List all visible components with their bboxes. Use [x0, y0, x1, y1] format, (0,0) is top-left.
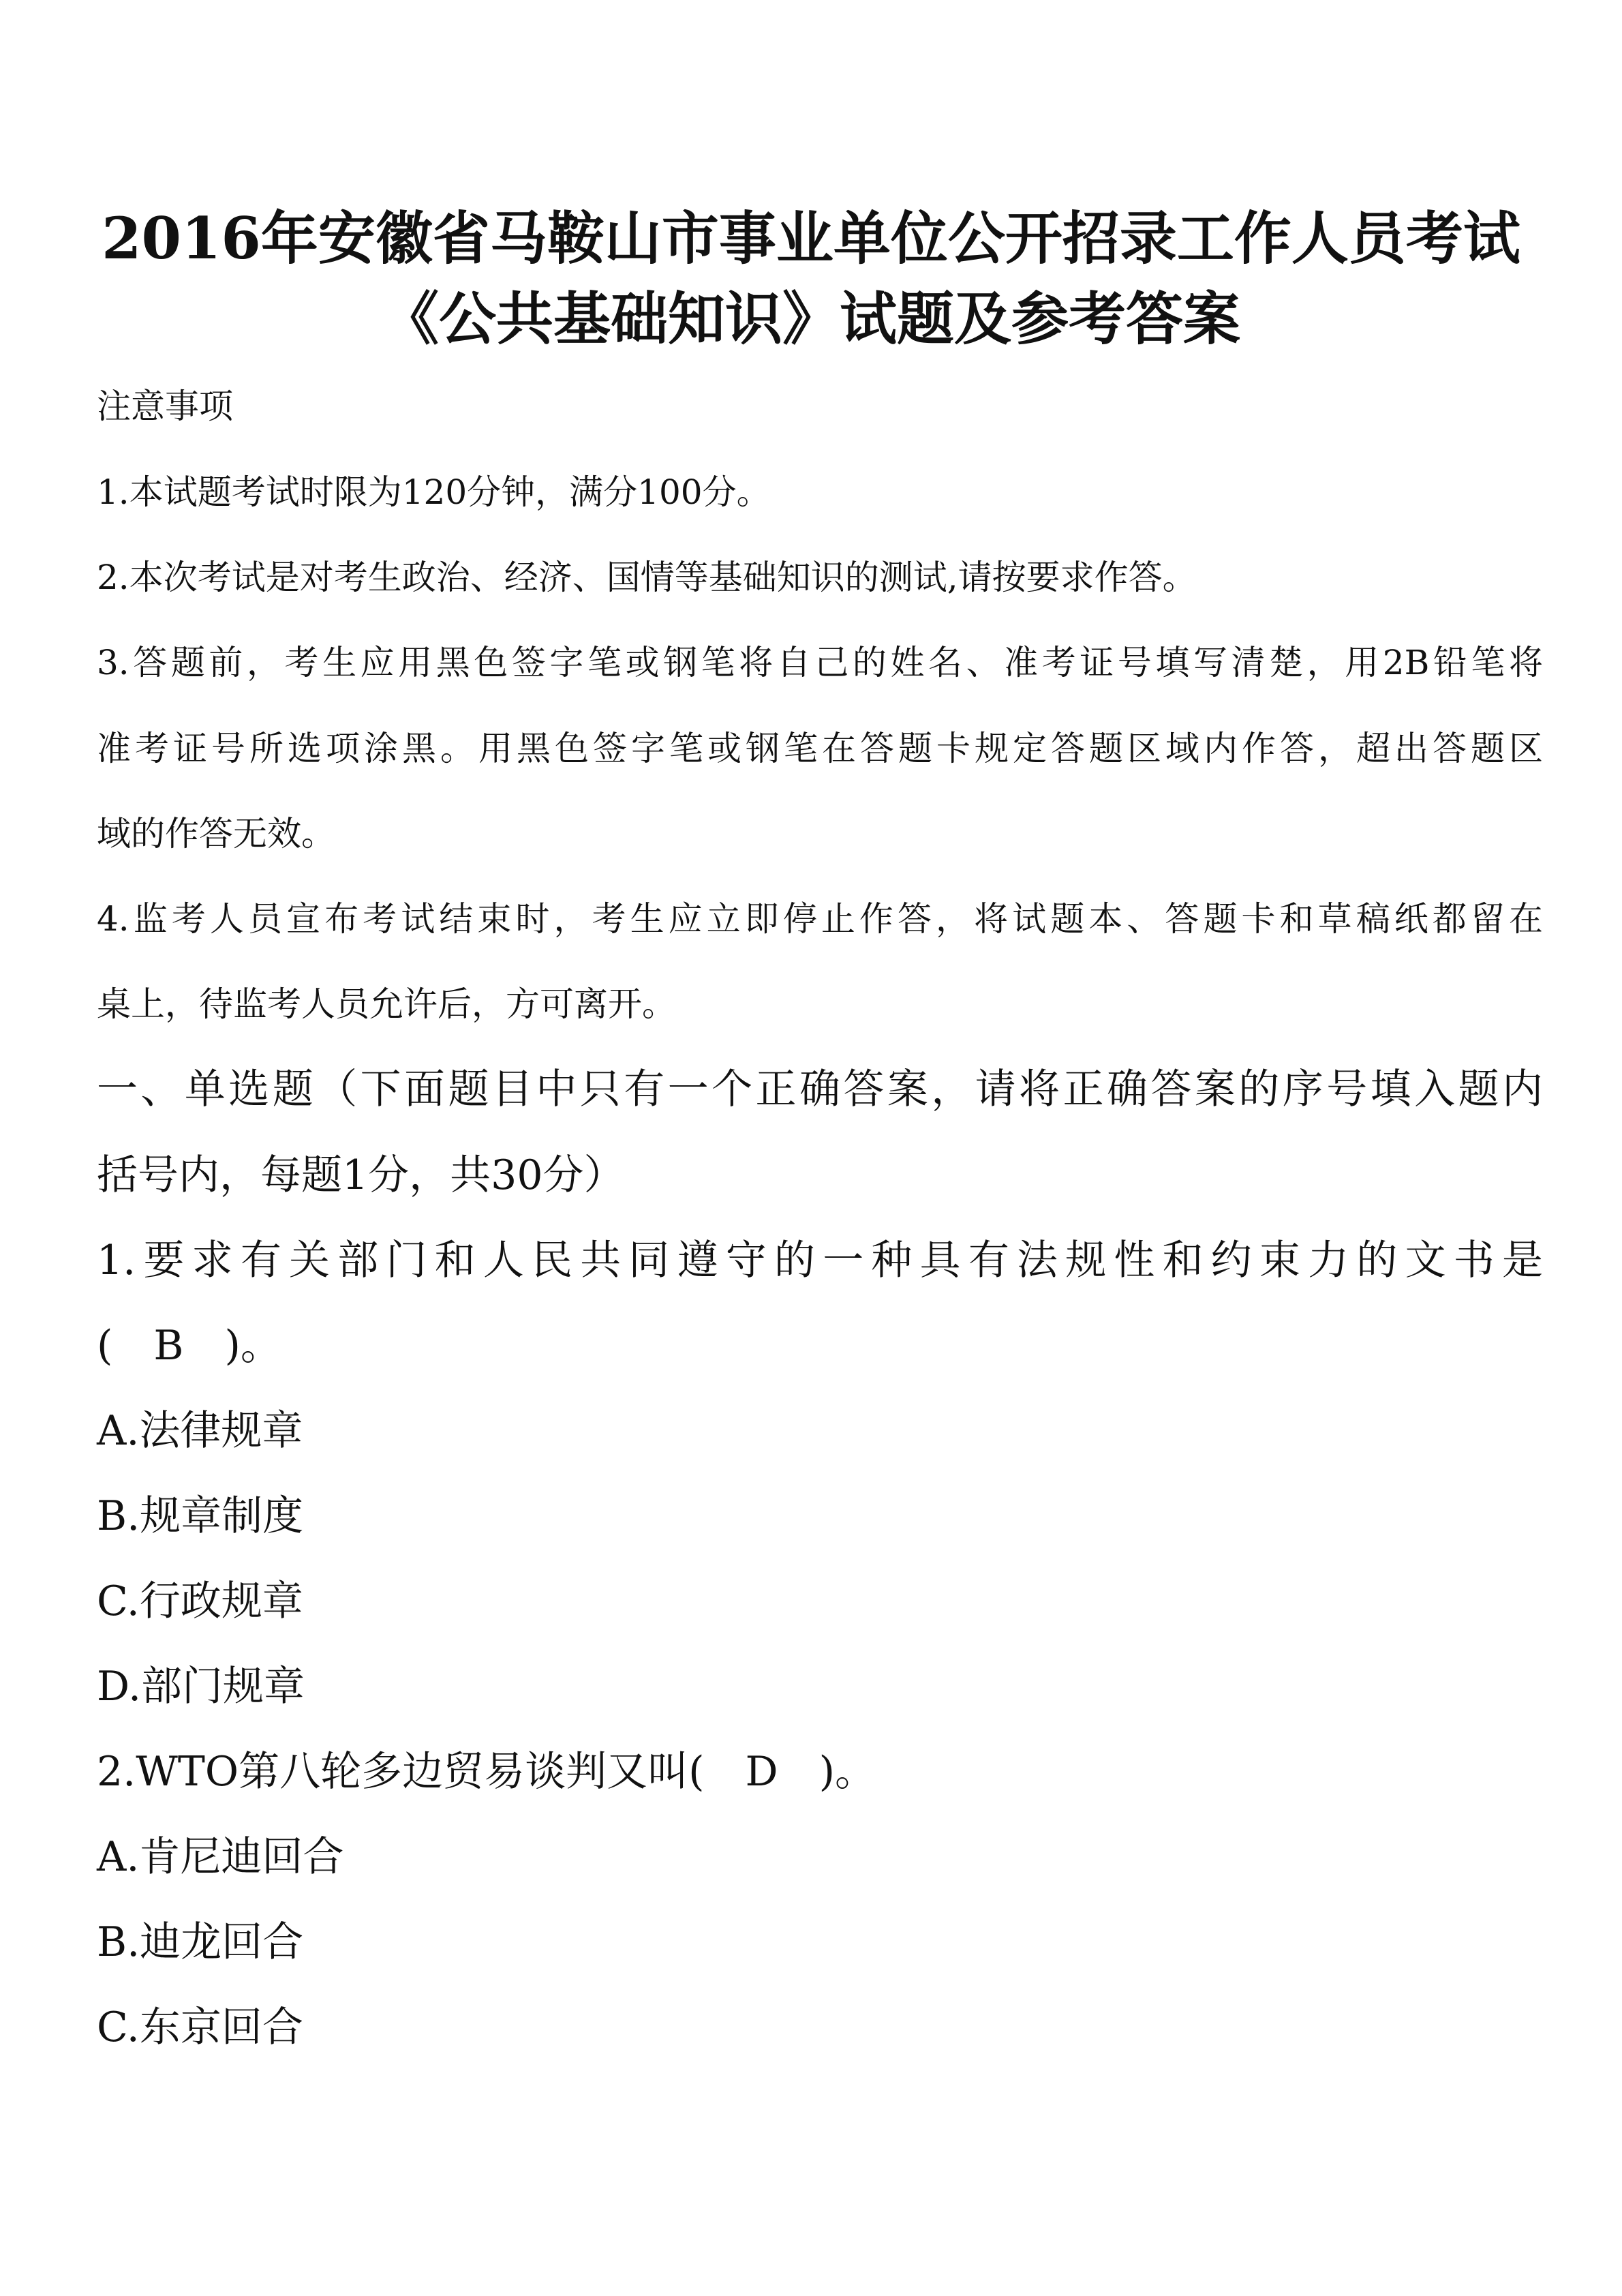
notice-item-2: 2.本次考试是对考生政治、经济、国情等基础知识的测试,请按要求作答。: [97, 558, 1197, 597]
notice-item-3-line-3: 域的作答无效。: [97, 814, 335, 854]
notice-item-4-line-1: 4.监考人员宣布考试结束时，考生应立即停止作答，将试题本、答题卡和草稿纸都留在: [97, 899, 1543, 939]
question-2-option-a: A.肯尼迪回合: [97, 1833, 344, 1881]
question-2-option-c: C.东京回合: [97, 2004, 303, 2051]
notice-item-3-line-2: 准考证号所选项涂黑。用黑色签字笔或钢笔在答题卡规定答题区域内作答，超出答题区: [97, 729, 1543, 768]
question-1-stem-line-1: 1.要求有关部门和人民共同遵守的一种具有法规性和约束力的文书是: [97, 1237, 1543, 1284]
question-1-option-d: D.部门规章: [97, 1663, 305, 1710]
section-1-heading-line-2: 括号内，每题1分，共30分）: [97, 1151, 625, 1199]
notice-item-4-line-2: 桌上，待监考人员允许后，方可离开。: [97, 984, 676, 1024]
question-1-stem-line-2: ( B )。: [97, 1322, 281, 1370]
document-title-line-1: 2016年安徽省马鞍山市事业单位公开招录工作人员考试: [102, 205, 1520, 272]
question-2-stem: 2.WTO第八轮多边贸易谈判又叫( D )。: [97, 1748, 876, 1796]
question-1-option-c: C.行政规章: [97, 1577, 303, 1625]
section-1-heading-line-1: 一、单选题（下面题目中只有一个正确答案，请将正确答案的序号填入题内: [97, 1066, 1543, 1113]
question-1-option-a: A.法律规章: [97, 1407, 303, 1455]
question-1-option-b: B.规章制度: [97, 1492, 304, 1540]
notice-heading: 注意事项: [97, 387, 233, 426]
notice-item-1: 1.本试题考试时限为120分钟，满分100分。: [97, 472, 771, 512]
document-title-line-2: 《公共基础知识》试题及参考答案: [381, 285, 1240, 352]
notice-item-3-line-1: 3.答题前，考生应用黑色签字笔或钢笔将自己的姓名、准考证号填写清楚，用2B铅笔将: [97, 643, 1543, 682]
question-2-option-b: B.迪龙回合: [97, 1918, 304, 1966]
